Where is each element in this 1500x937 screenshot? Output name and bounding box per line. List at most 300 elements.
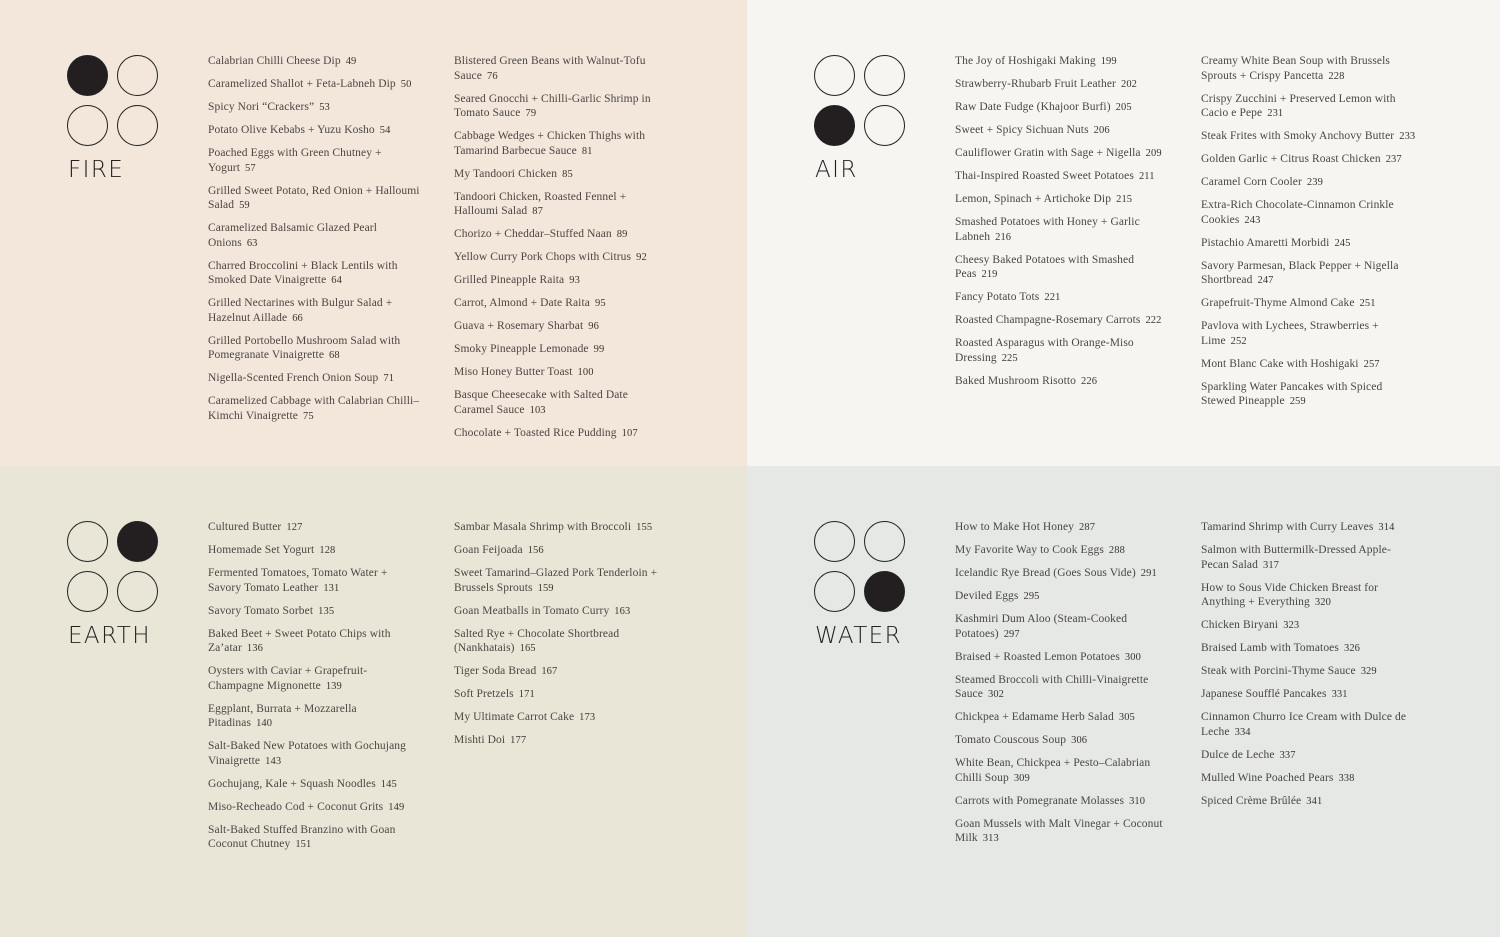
- recipe-title: Carrots with Pomegranate Molasses: [955, 794, 1125, 807]
- page-number: 143: [265, 755, 282, 767]
- element-circles-icon: [814, 521, 910, 617]
- circle-icon: [814, 571, 855, 612]
- page-number: 57: [245, 162, 256, 174]
- recipe-title: Sambar Masala Shrimp with Broccoli: [454, 521, 632, 533]
- recipe-title: Grilled Nectarines with Bulgur Salad + Hazelnut Aillade: [208, 297, 393, 324]
- recipe-entry[interactable]: [208, 184, 423, 214]
- recipe-title: Grilled Portobello Mushroom Salad with Pomegranate Vinaigrette: [208, 334, 401, 361]
- recipe-title: Caramel Corn Cooler: [1201, 176, 1302, 188]
- recipe-title: Crispy Zucchini + Preserved Lemon with Cacio e Pepe: [1201, 92, 1396, 119]
- recipe-entry[interactable]: [454, 566, 669, 596]
- page-number: 165: [519, 643, 536, 654]
- recipe-title: Grapefruit-Thyme Almond Cake: [1201, 297, 1355, 309]
- element-circles-icon: [67, 55, 163, 151]
- recipe-entry[interactable]: [454, 190, 669, 220]
- page-number: 233: [1399, 131, 1416, 142]
- recipe-entry[interactable]: [454, 710, 669, 726]
- recipe-title: Calabrian Chilli Cheese Dip: [208, 55, 341, 67]
- recipe-title: Goan Meatballs in Tomato Curry: [454, 604, 610, 617]
- recipe-title: Dulce de Leche: [1201, 748, 1275, 761]
- recipe-entry[interactable]: [1201, 520, 1416, 536]
- recipe-title: Caramelized Shallot + Feta-Labneh Dip: [208, 78, 396, 90]
- section-water: [747, 466, 1500, 937]
- page-number: 81: [581, 145, 593, 157]
- page-number: 85: [562, 168, 573, 180]
- page-number: 251: [1359, 298, 1376, 309]
- recipe-title: Mishti Doi: [454, 734, 506, 746]
- filled-circle-icon: [117, 521, 158, 562]
- recipe-entry[interactable]: [454, 296, 669, 312]
- recipe-entry[interactable]: [1201, 319, 1416, 349]
- recipe-title: Braised Lamb with Tomatoes: [1201, 642, 1339, 654]
- page-number: 159: [537, 582, 554, 594]
- page-number: 314: [1378, 522, 1395, 533]
- recipe-title: Tamarind Shrimp with Curry Leaves: [1201, 521, 1374, 533]
- recipe-title: How to Sous Vide Chicken Breast for Anything + Everything: [1201, 581, 1378, 608]
- page-number: 75: [303, 410, 314, 422]
- recipe-title: Pistachio Amaretti Morbidi: [1201, 236, 1330, 249]
- recipe-title: Lemon, Spinach + Artichoke Dip: [955, 193, 1112, 205]
- page-number: 68: [329, 350, 340, 361]
- recipe-entry[interactable]: [454, 92, 669, 122]
- recipe-entry[interactable]: [454, 54, 669, 84]
- section-label: AIR: [815, 157, 858, 183]
- page-number: 167: [541, 666, 558, 677]
- recipe-title: Caramelized Cabbage with Calabrian Chilli–Kimchi Vinaigrette: [208, 395, 420, 422]
- recipe-entry[interactable]: [955, 77, 1170, 93]
- recipe-title: Cinnamon Churro Ice Cream with Dulce de Leche: [1201, 711, 1407, 738]
- element-circles-icon: [814, 55, 910, 151]
- recipe-list: [1201, 54, 1416, 417]
- recipe-title: Savory Tomato Sorbet: [208, 604, 314, 617]
- recipe-entry[interactable]: [208, 664, 423, 694]
- recipe-entry[interactable]: [208, 702, 423, 732]
- circle-icon: [67, 105, 108, 146]
- circle-icon: [117, 55, 158, 96]
- recipe-entry[interactable]: [955, 589, 1170, 605]
- recipe-title: My Ultimate Carrot Cake: [454, 711, 575, 723]
- recipe-entry[interactable]: [1201, 357, 1416, 373]
- page-number: 306: [1071, 735, 1088, 746]
- recipe-entry[interactable]: [955, 543, 1170, 559]
- page-number: 92: [636, 252, 647, 263]
- recipe-entry[interactable]: [208, 543, 423, 559]
- section-label: EARTH: [68, 623, 151, 649]
- recipe-entry[interactable]: [1201, 710, 1416, 740]
- page-number: 156: [527, 545, 544, 556]
- page-number: 288: [1108, 545, 1125, 556]
- recipe-title: Extra-Rich Chocolate-Cinnamon Crinkle Cookies: [1201, 199, 1394, 226]
- recipe-title: Fermented Tomatoes, Tomato Water + Savory Tomato Leather: [208, 567, 388, 594]
- recipe-entry[interactable]: [955, 215, 1170, 245]
- page-number: 149: [388, 801, 405, 813]
- page-number: 245: [1334, 237, 1351, 249]
- recipe-entry[interactable]: [208, 221, 423, 251]
- page-number: 222: [1145, 315, 1162, 326]
- section-label: FIRE: [68, 157, 125, 183]
- recipe-title: Chickpea + Edamame Herb Salad: [955, 711, 1114, 723]
- recipe-entry[interactable]: [1201, 641, 1416, 657]
- recipe-entry[interactable]: [1201, 687, 1416, 703]
- page-number: 136: [246, 643, 263, 654]
- recipe-title: Spicy Nori “Crackers”: [208, 101, 315, 113]
- element-circles-icon: [67, 521, 163, 617]
- recipe-title: The Joy of Hoshigaki Making: [955, 55, 1096, 67]
- recipe-entry[interactable]: [208, 604, 423, 620]
- page-number: 199: [1100, 56, 1117, 67]
- circle-icon: [67, 521, 108, 562]
- recipe-entry[interactable]: [1201, 296, 1416, 312]
- page-number: 135: [318, 605, 335, 617]
- page-number: 96: [588, 321, 599, 332]
- recipe-entry[interactable]: [208, 566, 423, 596]
- page-number: 151: [295, 839, 312, 850]
- page-number: 221: [1044, 292, 1061, 303]
- page-number: 206: [1093, 125, 1110, 136]
- page-number: 287: [1079, 522, 1096, 533]
- recipe-title: Savory Parmesan, Black Pepper + Nigella Shortbread: [1201, 259, 1399, 286]
- page-number: 297: [1003, 628, 1020, 640]
- recipe-title: Tandoori Chicken, Roasted Fennel + Halloumi Salad: [454, 190, 627, 217]
- recipe-title: Salmon with Buttermilk-Dressed Apple-Pecan Salad: [1201, 544, 1391, 571]
- recipe-title: Baked Beet + Sweet Potato Chips with Za’atar: [208, 627, 391, 654]
- page-number: 305: [1118, 712, 1135, 723]
- recipe-entry[interactable]: [454, 342, 669, 358]
- recipe-title: Raw Date Fudge (Khajoor Burfi): [955, 101, 1111, 113]
- recipe-entry[interactable]: [208, 777, 423, 793]
- page-number: 211: [1138, 171, 1155, 182]
- recipe-title: Mont Blanc Cake with Hoshigaki: [1201, 357, 1359, 370]
- recipe-title: Blistered Green Beans with Walnut-Tofu Sauce: [454, 55, 646, 82]
- recipe-entry[interactable]: [955, 290, 1170, 306]
- recipe-title: Gochujang, Kale + Squash Noodles: [208, 777, 376, 790]
- recipe-entry[interactable]: [955, 520, 1170, 536]
- circle-icon: [117, 105, 158, 146]
- recipe-title: Thai-Inspired Roasted Sweet Potatoes: [955, 170, 1134, 182]
- page-number: 215: [1116, 194, 1133, 205]
- recipe-entry[interactable]: [208, 54, 423, 70]
- recipe-title: Soft Pretzels: [454, 688, 514, 700]
- page-number: 139: [325, 680, 342, 692]
- filled-circle-icon: [814, 105, 855, 146]
- recipe-title: Caramelized Balsamic Glazed Pearl Onions: [208, 222, 378, 249]
- recipe-title: Homemade Set Yogurt: [208, 544, 315, 556]
- recipe-title: Cultured Butter: [208, 521, 282, 533]
- recipe-entry[interactable]: [955, 756, 1170, 786]
- page-number: 95: [594, 298, 606, 309]
- recipe-entry[interactable]: [955, 733, 1170, 749]
- page-number: 49: [345, 56, 357, 67]
- page-number: 99: [593, 344, 605, 355]
- page-number: 337: [1279, 749, 1296, 761]
- recipe-title: Creamy White Bean Soup with Brussels Sprouts + Crispy Pancetta: [1201, 55, 1390, 82]
- page-number: 313: [982, 833, 999, 844]
- recipe-entry[interactable]: [454, 365, 669, 381]
- recipe-title: Salt-Baked New Potatoes with Gochujang Vinaigrette: [208, 740, 406, 767]
- recipe-title: Icelandic Rye Bread (Goes Sous Vide): [955, 567, 1136, 579]
- recipe-title: Roasted Champagne-Rosemary Carrots: [955, 314, 1141, 326]
- circle-icon: [864, 55, 905, 96]
- recipe-title: Carrot, Almond + Date Raita: [454, 297, 590, 309]
- recipe-title: Chicken Biryani: [1201, 619, 1279, 631]
- page-number: 155: [636, 522, 653, 533]
- recipe-title: Miso-Recheado Cod + Coconut Grits: [208, 800, 384, 813]
- page-number: 302: [987, 689, 1005, 700]
- recipe-entry[interactable]: [1201, 129, 1416, 145]
- page-number: 140: [256, 718, 273, 729]
- recipe-entry[interactable]: [1201, 794, 1416, 810]
- page-number: 103: [529, 404, 546, 416]
- page-number: 127: [286, 522, 303, 533]
- recipe-title: Poached Eggs with Green Chutney + Yogurt: [208, 147, 382, 174]
- page-number: 291: [1140, 568, 1157, 579]
- recipe-title: Steak Frites with Smoky Anchovy Butter: [1201, 130, 1395, 142]
- circle-icon: [814, 55, 855, 96]
- recipe-title: Sweet Tamarind–Glazed Pork Tenderloin + Brussels Sprouts: [454, 567, 658, 594]
- recipe-entry[interactable]: [208, 123, 423, 139]
- recipe-title: Tomato Couscous Soup: [955, 734, 1067, 746]
- recipe-title: Steak with Porcini-Thyme Sauce: [1201, 665, 1356, 677]
- page-number: 216: [995, 231, 1012, 243]
- page-number: 243: [1244, 214, 1261, 226]
- page-number: 259: [1289, 396, 1306, 407]
- page-number: 310: [1129, 795, 1146, 807]
- recipe-entry[interactable]: [955, 374, 1170, 390]
- recipe-title: Grilled Pineapple Raita: [454, 274, 565, 286]
- recipe-list: [208, 520, 423, 860]
- recipe-list: [955, 520, 1170, 854]
- recipe-title: Roasted Asparagus with Orange-Miso Dressing: [955, 337, 1134, 364]
- recipe-title: Nigella-Scented French Onion Soup: [208, 372, 379, 384]
- recipe-entry[interactable]: [454, 520, 669, 536]
- recipe-entry[interactable]: [454, 733, 669, 749]
- recipe-entry[interactable]: [208, 371, 423, 387]
- recipe-entry[interactable]: [454, 664, 669, 680]
- recipe-entry[interactable]: [454, 627, 669, 657]
- page-number: 252: [1230, 335, 1247, 347]
- recipe-entry[interactable]: [955, 650, 1170, 666]
- recipe-entry[interactable]: [1201, 581, 1416, 611]
- recipe-entry[interactable]: [208, 77, 423, 93]
- recipe-title: Charred Broccolini + Black Lentils with Smoked Date Vinaigrette: [208, 259, 398, 286]
- recipe-entry[interactable]: [1201, 175, 1416, 191]
- recipe-title: Potato Olive Kebabs + Yuzu Kosho: [208, 124, 375, 136]
- recipe-title: Cauliflower Gratin with Sage + Nigella: [955, 147, 1141, 159]
- page-number: 228: [1328, 70, 1345, 82]
- recipe-title: Sweet + Spicy Sichuan Nuts: [955, 124, 1089, 136]
- recipe-title: Fancy Potato Tots: [955, 291, 1040, 303]
- recipe-entry[interactable]: [955, 566, 1170, 582]
- recipe-entry[interactable]: [454, 319, 669, 335]
- page-number: 334: [1234, 726, 1251, 738]
- recipe-entry[interactable]: [208, 627, 423, 657]
- recipe-title: White Bean, Chickpea + Pesto–Calabrian Chilli Soup: [955, 757, 1151, 784]
- recipe-entry[interactable]: [955, 710, 1170, 726]
- recipe-entry[interactable]: [955, 146, 1170, 162]
- page-number: 71: [383, 373, 395, 384]
- page-number: 89: [616, 229, 628, 240]
- recipe-title: Goan Feijoada: [454, 544, 523, 556]
- recipe-entry[interactable]: [955, 612, 1170, 642]
- page-number: 257: [1363, 358, 1380, 370]
- recipe-entry[interactable]: [454, 227, 669, 243]
- recipe-title: Seared Gnocchi + Chilli-Garlic Shrimp in Tomato Sauce: [454, 92, 651, 119]
- recipe-entry[interactable]: [454, 167, 669, 183]
- recipe-entry[interactable]: [955, 313, 1170, 329]
- recipe-entry[interactable]: [454, 388, 669, 418]
- page-number: 59: [239, 200, 250, 211]
- recipe-entry[interactable]: [208, 800, 423, 816]
- page-number: 205: [1115, 102, 1132, 113]
- recipe-entry[interactable]: [1201, 664, 1416, 680]
- recipe-title: Steamed Broccoli with Chilli-Vinaigrette Sauce: [955, 673, 1149, 700]
- recipe-entry[interactable]: [955, 100, 1170, 116]
- page-number: 231: [1267, 108, 1284, 119]
- recipe-entry[interactable]: [1201, 152, 1416, 168]
- recipe-title: Kashmiri Dum Aloo (Steam-Cooked Potatoes): [955, 613, 1128, 640]
- page-number: 100: [577, 367, 594, 378]
- recipe-title: Smashed Potatoes with Honey + Garlic Labneh: [955, 216, 1140, 243]
- recipe-entry[interactable]: [1201, 259, 1416, 289]
- page-number: 309: [1013, 772, 1030, 784]
- recipe-entry[interactable]: [208, 739, 423, 769]
- page-number: 341: [1306, 795, 1323, 807]
- recipe-entry[interactable]: [208, 823, 423, 853]
- page-number: 107: [621, 427, 638, 439]
- recipe-title: Salt-Baked Stuffed Branzino with Goan Coconut Chutney: [208, 823, 396, 850]
- recipe-title: Eggplant, Burrata + Mozzarella Pitadinas: [208, 702, 357, 729]
- page-number: 300: [1124, 651, 1141, 663]
- recipe-entry[interactable]: [454, 604, 669, 620]
- section-air: [747, 0, 1500, 466]
- recipe-list: [955, 54, 1170, 397]
- page-number: 329: [1360, 666, 1377, 677]
- recipe-entry[interactable]: [955, 794, 1170, 810]
- recipe-entry[interactable]: [454, 273, 669, 289]
- recipe-title: Deviled Eggs: [955, 590, 1019, 602]
- recipe-entry[interactable]: [955, 253, 1170, 283]
- recipe-title: Baked Mushroom Risotto: [955, 374, 1077, 387]
- recipe-entry[interactable]: [955, 192, 1170, 208]
- recipe-entry[interactable]: [208, 394, 423, 424]
- page-number: 331: [1331, 689, 1348, 700]
- recipe-title: Grilled Sweet Potato, Red Onion + Halloumi Salad: [208, 184, 420, 211]
- page-number: 225: [1001, 352, 1018, 364]
- recipe-title: Pavlova with Lychees, Strawberries + Lime: [1201, 320, 1379, 347]
- recipe-entry[interactable]: [1201, 92, 1416, 122]
- recipe-title: Oysters with Caviar + Grapefruit-Champagne Mignonette: [208, 665, 368, 692]
- page-number: 173: [579, 712, 596, 723]
- circle-icon: [814, 521, 855, 562]
- section-fire: [0, 0, 747, 466]
- filled-circle-icon: [67, 55, 108, 96]
- recipe-entry[interactable]: [454, 687, 669, 703]
- page-number: 87: [532, 206, 543, 217]
- recipe-entry[interactable]: [1201, 543, 1416, 573]
- recipe-title: Strawberry-Rhubarb Fruit Leather: [955, 78, 1116, 90]
- recipe-list: [454, 54, 669, 449]
- recipe-title: Miso Honey Butter Toast: [454, 366, 573, 378]
- recipe-title: Golden Garlic + Citrus Roast Chicken: [1201, 153, 1381, 165]
- page-number: 202: [1120, 79, 1138, 90]
- recipe-entry[interactable]: [955, 336, 1170, 366]
- recipe-title: Spiced Crème Brûlée: [1201, 794, 1302, 807]
- section-earth: [0, 466, 747, 937]
- recipe-title: Cabbage Wedges + Chicken Thighs with Tamarind Barbecue Sauce: [454, 130, 646, 157]
- page-number: 295: [1023, 591, 1040, 602]
- recipe-title: Japanese Soufflé Pancakes: [1201, 688, 1327, 700]
- recipe-entry[interactable]: [955, 54, 1170, 70]
- page-number: 239: [1306, 177, 1323, 188]
- recipe-entry[interactable]: [1201, 54, 1416, 84]
- recipe-entry[interactable]: [454, 129, 669, 159]
- page-number: 171: [518, 689, 535, 700]
- page-number: 64: [331, 275, 342, 286]
- recipe-entry[interactable]: [955, 169, 1170, 185]
- page-number: 163: [614, 605, 631, 617]
- recipe-title: Salted Rye + Chocolate Shortbread (Nankhatais): [454, 627, 620, 654]
- recipe-entry[interactable]: [208, 259, 423, 289]
- page-number: 338: [1338, 772, 1355, 784]
- recipe-title: My Favorite Way to Cook Eggs: [955, 544, 1104, 556]
- recipe-entry[interactable]: [1201, 236, 1416, 252]
- recipe-title: Goan Mussels with Malt Vinegar + Coconut Milk: [955, 817, 1163, 844]
- recipe-entry[interactable]: [1201, 198, 1416, 228]
- circle-icon: [117, 571, 158, 612]
- page-number: 320: [1314, 597, 1331, 608]
- recipe-title: Chorizo + Cheddar–Stuffed Naan: [454, 228, 612, 240]
- recipe-entry[interactable]: [955, 123, 1170, 139]
- page-number: 145: [380, 778, 397, 790]
- recipe-entry[interactable]: [208, 296, 423, 326]
- recipe-entry[interactable]: [1201, 618, 1416, 634]
- page-number: 247: [1257, 275, 1274, 286]
- recipe-entry[interactable]: [955, 817, 1170, 847]
- recipe-entry[interactable]: [454, 426, 669, 442]
- recipe-entry[interactable]: [208, 100, 423, 116]
- page-number: 128: [319, 545, 336, 556]
- filled-circle-icon: [864, 571, 905, 612]
- page-number: 54: [379, 125, 391, 136]
- recipe-list: [208, 54, 423, 432]
- page-number: 237: [1385, 154, 1402, 165]
- recipe-list: [454, 520, 669, 756]
- recipe-entry[interactable]: [208, 520, 423, 536]
- page-number: 131: [323, 582, 340, 594]
- page-number: 50: [400, 79, 412, 90]
- section-label: WATER: [815, 623, 902, 649]
- recipe-title: Smoky Pineapple Lemonade: [454, 343, 589, 355]
- recipe-entry[interactable]: [454, 543, 669, 559]
- page-number: 66: [292, 312, 303, 324]
- recipe-entry[interactable]: [1201, 771, 1416, 787]
- recipe-entry[interactable]: [1201, 748, 1416, 764]
- recipe-entry[interactable]: [1201, 380, 1416, 410]
- recipe-entry[interactable]: [208, 146, 423, 176]
- page-number: 63: [246, 237, 258, 249]
- circle-icon: [864, 105, 905, 146]
- page-number: 177: [510, 735, 527, 746]
- circle-icon: [67, 571, 108, 612]
- recipe-entry[interactable]: [955, 673, 1170, 703]
- recipe-entry[interactable]: [208, 334, 423, 364]
- page-number: 209: [1145, 148, 1162, 159]
- page-number: 317: [1262, 559, 1280, 571]
- page-number: 79: [525, 108, 537, 119]
- recipe-title: Chocolate + Toasted Rice Pudding: [454, 426, 617, 439]
- recipe-entry[interactable]: [454, 250, 669, 266]
- recipe-title: Cheesy Baked Potatoes with Smashed Peas: [955, 253, 1135, 280]
